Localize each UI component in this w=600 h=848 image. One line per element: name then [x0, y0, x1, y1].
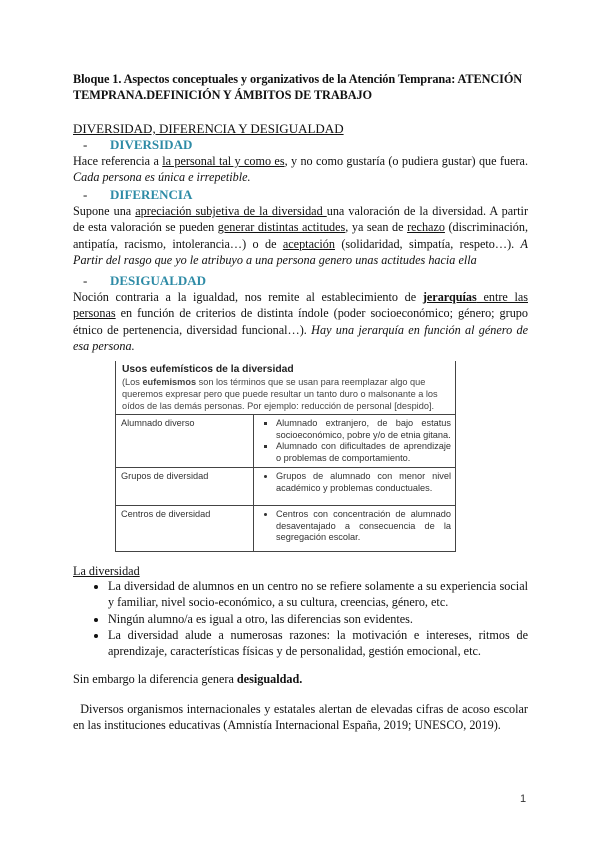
heading-diferencia-label: DIFERENCIA	[110, 187, 193, 202]
underlined-text: generar distintas actitudes	[217, 220, 346, 235]
heading-diversidad	[83, 137, 192, 153]
sin-embargo-paragraph	[73, 671, 528, 687]
text: son los términos que se usan para reemplazar algo que queremos expresar pero que puede resultar un tanto duro o malsonante a los oídos de las demás personas. Por ejemplo: reducción de personal [despido].	[122, 377, 438, 411]
table-cell-term: Grupos de diversidad	[116, 468, 254, 506]
italic-text: A Partir del rasgo que yo le atribuyo a una persona genero unas actitudes hacia ella	[73, 236, 528, 267]
list-item: • Ningún alumno/a es igual a otro, las diferencias son evidentes.	[108, 611, 528, 627]
table-row	[116, 468, 456, 506]
table-cell-description	[254, 506, 456, 552]
paragraph-diferencia	[73, 203, 528, 268]
text: Sin embargo la diferencia genera	[73, 672, 237, 686]
list-item: • Centros con concentración de alumnado desaventajado a consecuencia de la segregación escolar.	[276, 509, 451, 544]
paragraph-desigualdad	[73, 289, 528, 354]
text: (discriminación, antipatía, racismo, intolerancia…) o de	[73, 220, 528, 251]
heading-diferencia	[83, 187, 192, 203]
table-cell-term: Alumnado diverso	[116, 415, 254, 468]
bold-text: desigualdad.	[236, 672, 303, 686]
text: una valoración de la diversidad. A partir de esta valoración se pueden	[73, 204, 528, 235]
list-item: • Grupos de alumnado con menor nivel académico y problemas conductuales.	[276, 471, 451, 494]
table-cell-description	[254, 415, 456, 468]
la-diversidad-list	[73, 578, 528, 659]
list-item: • La diversidad alude a numerosas razones: la motivación e intereses, ritmos de aprendizaje, características físicas y de personalidad, gestión emocional, etc.	[108, 627, 528, 660]
table-caption-title: Usos eufemísticos de la diversidad	[122, 364, 294, 375]
bold-underlined-text: jerarquías	[422, 290, 477, 304]
italic-text: Hay una jerarquía en función al género de esa persona.	[73, 322, 529, 353]
section-title: DIVERSIDAD, DIFERENCIA Y DESIGUALDAD	[73, 121, 344, 136]
underlined-text: apreciación subjetiva de la diversidad	[135, 204, 327, 218]
text: , y no como gustaría (o pudiera gustar) que fuera.	[284, 154, 528, 168]
heading-desigualdad-label: DESIGUALDAD	[110, 273, 207, 288]
euphemisms-table	[115, 361, 456, 552]
document-title: Bloque 1. Aspectos conceptuales y organizativos de la Atención Temprana: ATENCIÓN TEMPRANA.DEFINICIÓN Y ÁMBITOS DE TRABAJO	[73, 72, 523, 102]
table-cell-term: Centros de diversidad	[116, 506, 254, 552]
text: en función de criterios de distinta índole (poder socioeconómico; género; grupo étnico de pertenencia, diversidad funcional…).	[73, 306, 528, 337]
bold-text: eufemismos	[142, 377, 197, 387]
underlined-text: entre las personas	[73, 290, 528, 321]
text: (Los	[122, 377, 143, 387]
list-item: ▪ Alumnado con dificultades de aprendizaje o problemas de comportamiento.	[276, 441, 451, 464]
list-item: ▪ Alumnado extranjero, de bajo estatus socioeconómico, pobre y/o de etnia gitana.	[276, 418, 451, 441]
text: Hace referencia a	[73, 154, 163, 168]
list-item: • La diversidad de alumnos en un centro no se refiere solamente a su experiencia social y familiar, nivel socio-económico, a su cultura, creencias, género, etc.	[108, 578, 528, 611]
table-cell-description	[254, 468, 456, 506]
la-diversidad-heading: La diversidad	[73, 564, 140, 578]
text: , ya sean de	[345, 220, 408, 235]
dash-bullet: -	[83, 273, 88, 288]
underlined-text: rechazo	[407, 220, 445, 235]
table-row	[116, 415, 456, 468]
text: Supone una	[73, 204, 136, 218]
paragraph-diversidad	[73, 153, 528, 186]
table-caption	[116, 361, 456, 415]
closing-paragraph: Diversos organismos internacionales y estatales alertan de elevadas cifras de acoso escolar en las instituciones educativas (Amnistía Internacional España, 2019; UNESCO, 2019).	[73, 702, 532, 733]
table-row	[116, 506, 456, 552]
text: Noción contraria a la igualdad, nos remite al establecimiento de	[73, 290, 423, 304]
text: (solidaridad, simpatía, respeto…).	[334, 236, 521, 251]
page-number: 1	[520, 793, 527, 805]
heading-diversidad-label: DIVERSIDAD	[110, 137, 193, 152]
underlined-text: la personal tal y como es	[162, 154, 285, 168]
dash-bullet: -	[83, 137, 88, 152]
heading-desigualdad	[83, 273, 206, 289]
italic-text: Cada persona es única e irrepetible.	[73, 170, 251, 185]
dash-bullet: -	[83, 187, 88, 202]
underlined-text: aceptación	[282, 236, 335, 251]
